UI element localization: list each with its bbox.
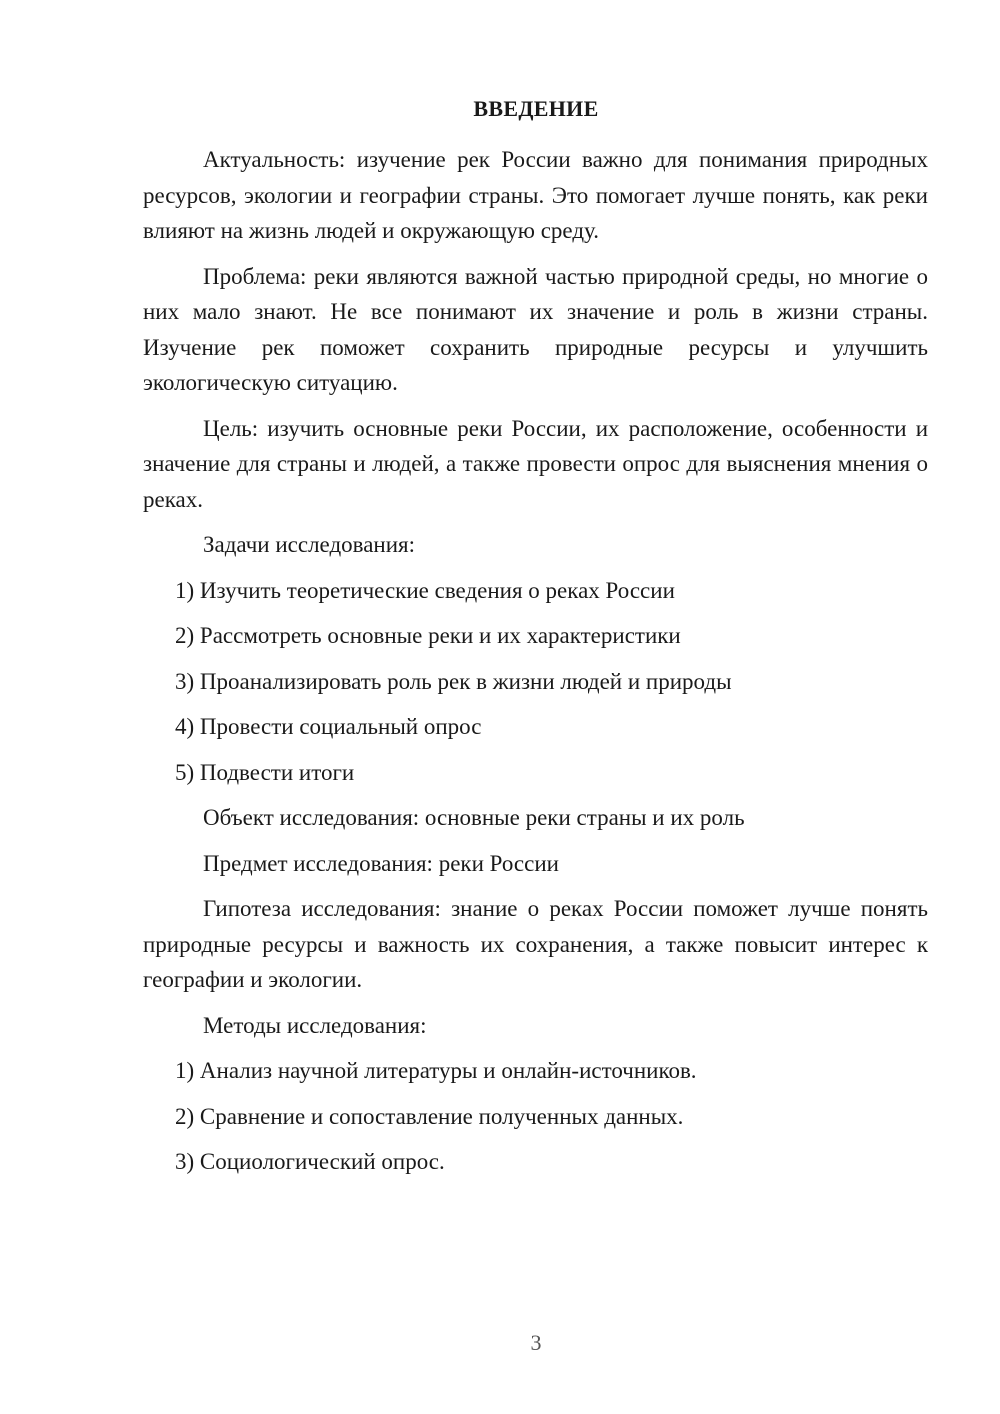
- task-item: 4) Провести социальный опрос: [175, 714, 482, 739]
- object-paragraph: Объект исследования: основные реки страны и их роль: [203, 805, 745, 830]
- task-item: 1) Изучить теоретические сведения о реках России: [175, 577, 675, 603]
- methods-heading: Методы исследования:: [203, 1012, 427, 1038]
- goal-paragraph: Цель: изучить основные реки России, их расположение, особенности и значение для страны и людей, а также провести опрос для выяснения мнения о реках.: [143, 415, 928, 512]
- page-number: 3: [530, 1330, 542, 1355]
- page-title: ВВЕДЕНИЕ: [473, 96, 599, 121]
- tasks-list: [143, 573, 928, 791]
- problem-paragraph: Проблема: реки являются важной частью природной среды, но многие о них мало знают. Не все понимают их значение и роль в жизни страны. Изучение рек поможет сохранить природные ресурсы и улучшить экологическую ситуацию.: [143, 263, 928, 395]
- task-item: 3) Проанализировать роль рек в жизни людей и природы: [175, 668, 732, 694]
- method-item: 3) Социологический опрос.: [175, 1149, 445, 1174]
- document-body: [143, 142, 928, 1190]
- tasks-heading: Задачи исследования:: [203, 532, 416, 557]
- hypothesis-paragraph: Гипотеза исследования: знание о реках России поможет лучше понять природные ресурсы и важность их сохранения, а также повысит интерес к географии и экологии.: [143, 896, 928, 992]
- subject-paragraph: Предмет исследования: реки России: [203, 850, 559, 876]
- relevance-paragraph: Актуальность: изучение рек России важно для понимания природных ресурсов, экологии и географии страны. Это помогает лучше понять, как реки влияют на жизнь людей и окружающую среду.: [143, 147, 928, 243]
- task-item: 2) Рассмотреть основные реки и их характеристики: [175, 623, 681, 648]
- methods-list: [143, 1053, 928, 1180]
- task-item: 5) Подвести итоги: [175, 759, 355, 785]
- method-item: 1) Анализ научной литературы и онлайн-источников.: [175, 1058, 697, 1083]
- method-item: 2) Сравнение и сопоставление полученных данных.: [175, 1103, 684, 1129]
